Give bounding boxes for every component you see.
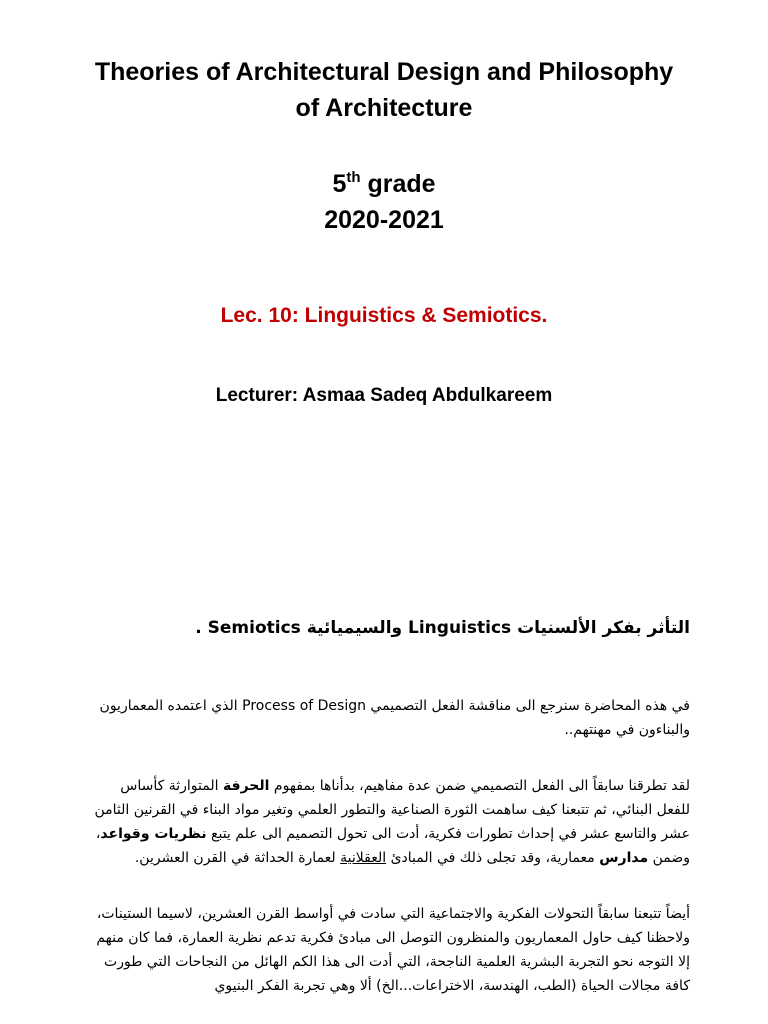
title-line-2: of Architecture: [295, 94, 473, 122]
grade-word: grade: [360, 170, 436, 198]
p2-text-4: معمارية، وقد تجلى ذلك في المبادئ: [386, 850, 600, 866]
paragraph-1: في هذه المحاضرة سنرجع الى مناقشة الفعل التصميمي Process of Design الذي اعتمده المعماريون والبناءون في مهنتهم..: [99, 698, 690, 738]
p2-bold-theories: نظريات وقواعد: [100, 826, 207, 842]
grade-suffix: th: [346, 169, 361, 186]
grade-line: [0, 166, 768, 202]
p2-text-3: ، وضمن: [95, 826, 690, 866]
title-line-1: Theories of Architectural Design and Philosophy: [94, 58, 674, 86]
p2-bold-schools: مدارس: [599, 850, 649, 866]
paragraph-3: أيضاً تتبعنا سابقاً التحولات الفكرية والاجتماعية التي سادت في أواسط القرن العشرين، لاسيما الستينات، ولاحظنا كيف حاول المعماريون والمنظرون التوصل الى مبادئ فكرية تدعم نظرية العمارة، فما كان منهم إلا التوجه نحو التجربة البشرية العلمية الناجحة، التي أدت الى هذا الكم الهائل من النجاحات التي طورت كافة مجالات الحياة (الطب، الهندسة، الاختراعات...الخ) ألا وهي تجربة الفكر البنيوي: [96, 906, 690, 994]
paragraph-2: [90, 774, 690, 870]
lecture-title: Lec. 10: Linguistics & Semiotics.: [220, 304, 548, 327]
p2-bold-craft: الحرفة: [222, 778, 270, 794]
grade-number: 5: [332, 170, 347, 198]
p2-text-1: لقد تطرقنا سابقاً الى الفعل التصميمي ضمن عدة مفاهيم، بدأناها بمفهوم: [269, 778, 690, 794]
grade-block: [0, 166, 768, 238]
document-title: [0, 54, 768, 126]
academic-year: 2020-2021: [324, 206, 444, 234]
p2-text-5: لعمارة الحداثة في القرن العشرين.: [134, 850, 341, 866]
p2-underline-rational: العقلانية: [340, 850, 387, 866]
p2-text-2: المتوارثة كأساس للفعل البنائي، ثم تتبعنا كيف ساهمت الثورة الصناعية والتطور العلمي وتغير مواد البناء في القرنين الثامن عشر والتاسع عشر في إحداث تطورات فكرية، أدت الى تحول التصميم الى علم يتبع: [94, 778, 690, 842]
lecturer-name: Lecturer: Asmaa Sadeq Abdulkareem: [215, 385, 553, 406]
section-heading: التأثر بفكر الألسنيات Linguistics والسيميائية Semiotics .: [195, 618, 690, 638]
